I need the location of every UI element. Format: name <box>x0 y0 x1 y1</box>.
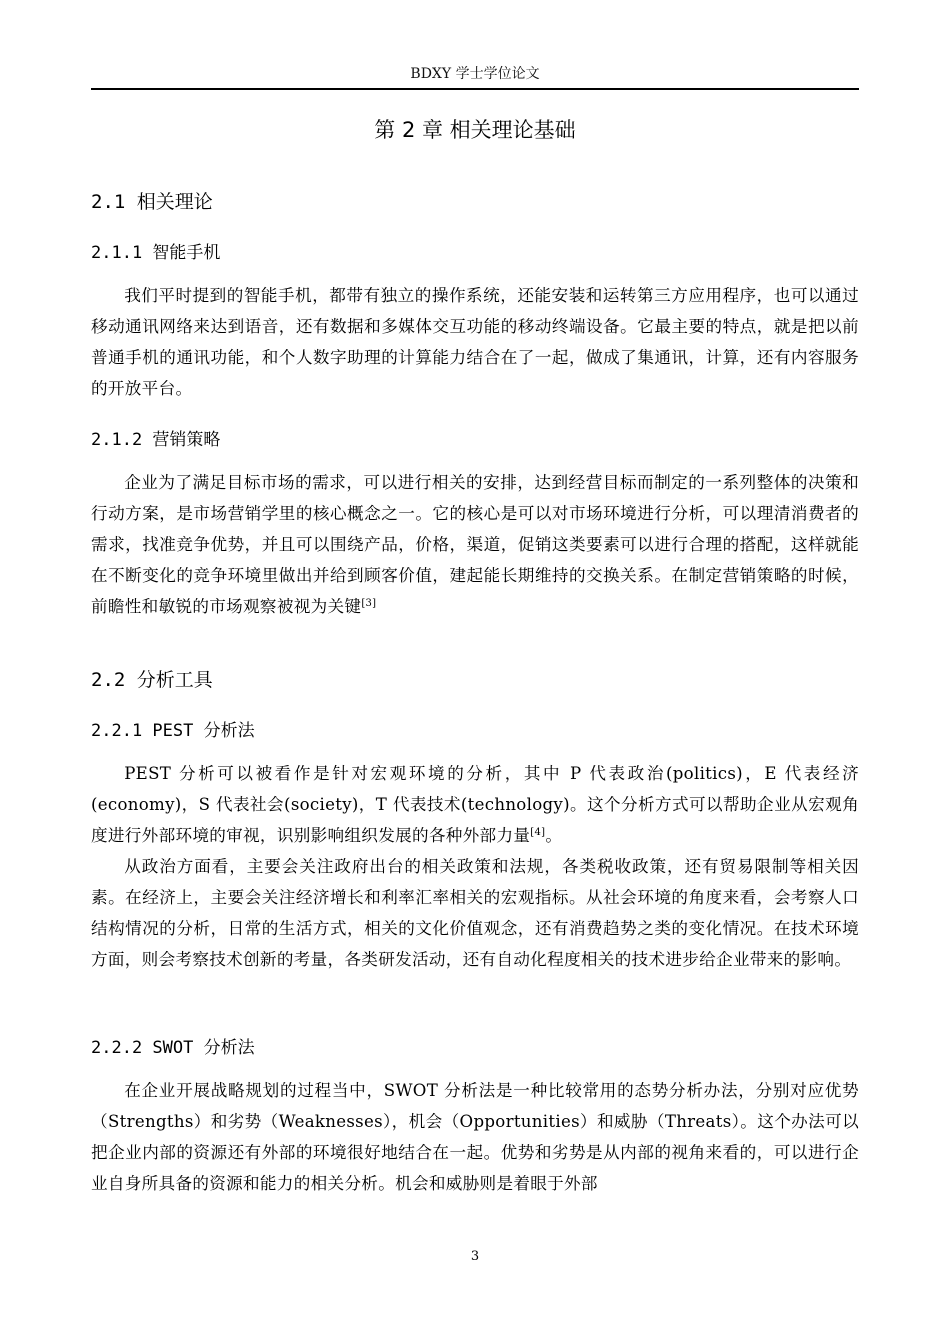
paragraph-swot: 在企业开展战略规划的过程当中，SWOT 分析法是一种比较常用的态势分析办法，分别对应优势（Strengths）和劣势（Weaknesses），机会（Opportunities）和威胁（Threats）。这个办法可以把企业内部的资源还有外部的环境很好地结合在一起。优势和劣势是从内部的视角来看的，可以进行企业自身所具备的资源和能力的相关分析。机会和威胁则是着眼于外部 <box>91 1081 859 1193</box>
paragraph-pest-detail: 从政治方面看，主要会关注政府出台的相关政策和法规，各类税收政策，还有贸易限制等相关因素。在经济上，主要会关注经济增长和利率汇率相关的宏观指标。从社会环境的角度来看，会考察人口结构情况的分析，日常的生活方式，相关的文化价值观念，还有消费趋势之类的变化情况。在技术环境方面，则会考察技术创新的考量，各类研发活动，还有自动化程度相关的技术进步给企业带来的影响。 <box>91 857 859 969</box>
section-heading-2-1: 2.1 相关理论 <box>91 191 213 213</box>
subsection-heading-2-2-2: 2.2.2 SWOT 分析法 <box>91 1038 255 1058</box>
paragraph-text: 企业为了满足目标市场的需求，可以进行相关的安排，达到经营目标而制定的一系列整体的决策和行动方案，是市场营销学里的核心概念之一。它的核心是可以对市场环境进行分析，可以理清消费者的需求，找准竞争优势，并且可以围绕产品，价格，渠道，促销这类要素可以进行合理的搭配，这样就能在不断变化的竞争环境里做出并给到顾客价值，建起能长期维持的交换关系。在制定营销策略的时候，前瞻性和敏锐的市场观察被视为关键 <box>91 473 859 616</box>
chapter-title: 第 2 章 相关理论基础 <box>374 118 576 142</box>
subsection-heading-2-1-2: 2.1.2 营销策略 <box>91 430 221 450</box>
paragraph-marketing-strategy <box>91 467 859 622</box>
citation-ref: [3] <box>361 598 377 609</box>
paragraph-end: 。 <box>545 826 563 845</box>
paragraph-pest-intro <box>91 758 859 851</box>
subsection-heading-2-1-1: 2.1.1 智能手机 <box>91 243 221 263</box>
subsection-heading-2-2-1: 2.2.1 PEST 分析法 <box>91 721 255 741</box>
page-number: 3 <box>470 1249 480 1264</box>
paragraph-smartphone: 我们平时提到的智能手机，都带有独立的操作系统，还能安装和运转第三方应用程序，也可以通过移动通讯网络来达到语音，还有数据和多媒体交互功能的移动终端设备。它最主要的特点，就是把以前普通手机的通讯功能，和个人数字助理的计算能力结合在了一起，做成了集通讯，计算，还有内容服务的开放平台。 <box>91 286 859 398</box>
citation-ref: [4] <box>530 827 546 838</box>
section-heading-2-2: 2.2 分析工具 <box>91 669 213 691</box>
running-header: BDXY 学士学位论文 <box>410 66 540 82</box>
header-rule <box>91 88 859 90</box>
paragraph-text: PEST 分析可以被看作是针对宏观环境的分析，其中 P 代表政治(politics)，E 代表经济(economy)，S 代表社会(society)，T 代表技术(technology)。这个分析方式可以帮助企业从宏观角度进行外部环境的审视，识别影响组织发展的各种外部力量 <box>91 764 859 845</box>
